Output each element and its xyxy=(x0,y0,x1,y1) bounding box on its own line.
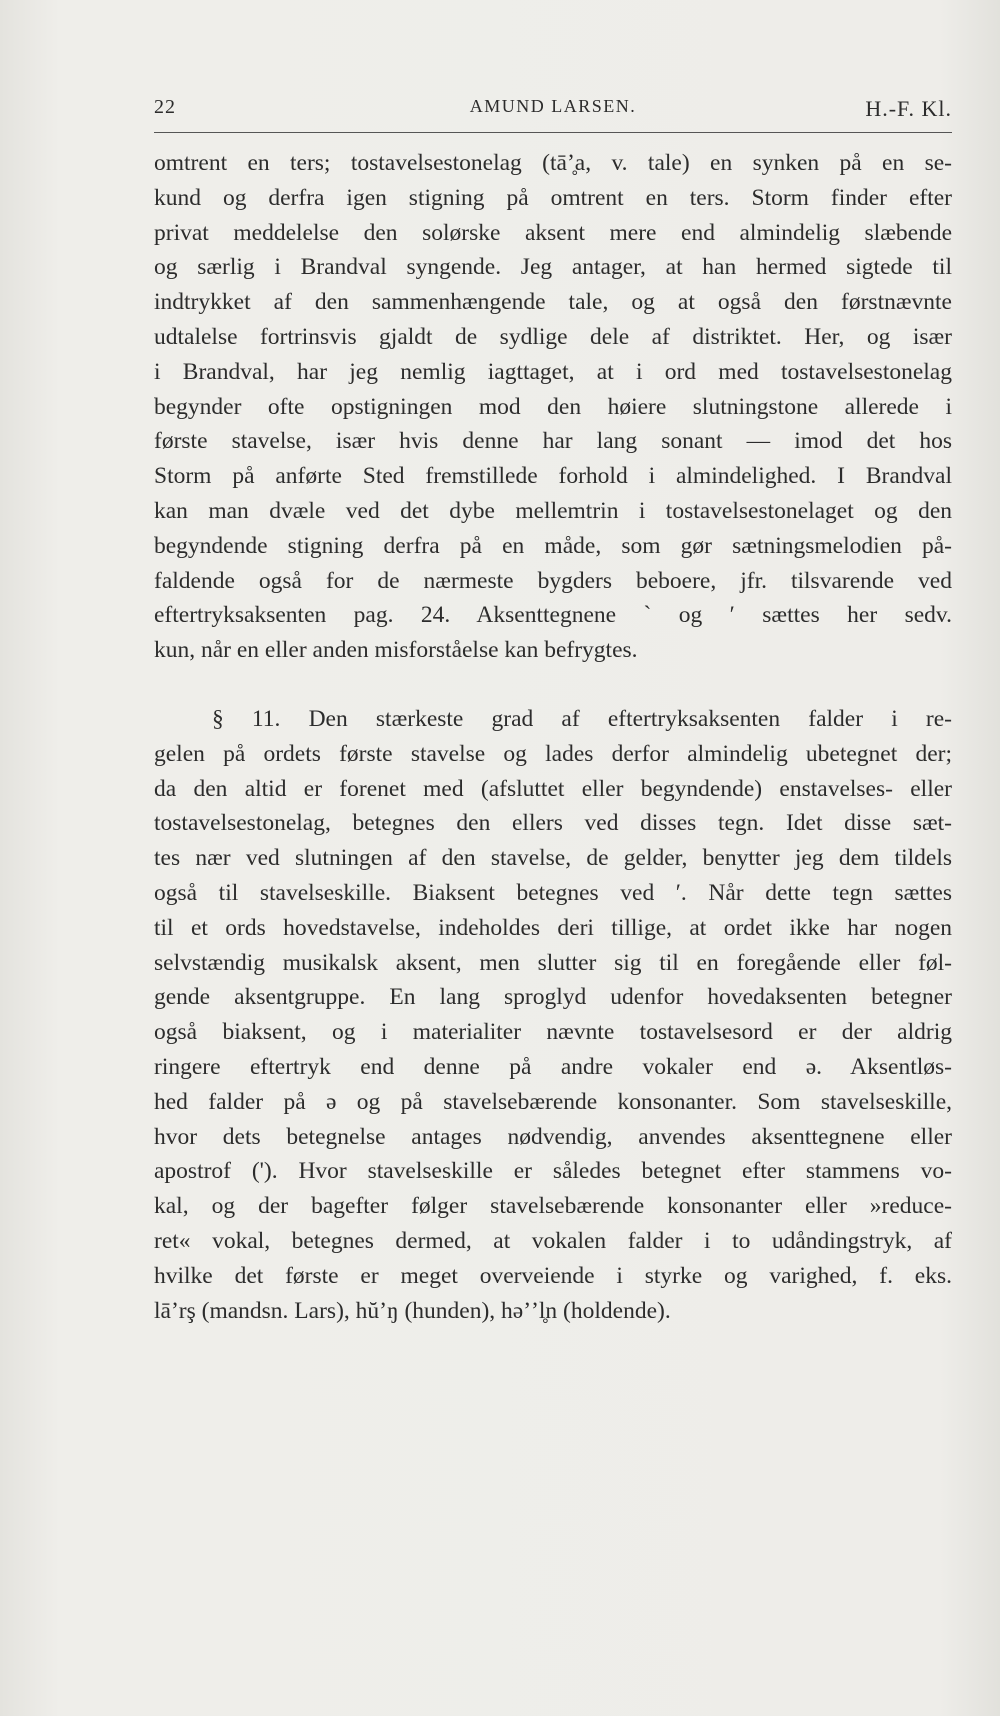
text-line: og særlig i Brandval syngende. Jeg antager, at han hermed sigtede til xyxy=(154,254,952,281)
text-line: tostavelsestonelag, betegnes den ellers ved disses tegn. Idet disse sæt- xyxy=(154,810,952,837)
text-line: ret« vokal, betegnes dermed, at vokalen falder i to udåndingstryk, af xyxy=(154,1227,952,1254)
paragraph-1 xyxy=(154,146,952,668)
running-title: AMUND LARSEN. xyxy=(469,96,637,116)
text-line: begynder ofte opstigningen mod den høiere slutningstone allerede i xyxy=(154,393,952,420)
page-header xyxy=(154,96,952,126)
text-line: eftertryksaksenten pag. 24. Aksenttegnene ` og ′ sættes her sedv. xyxy=(154,602,952,629)
text-line: faldende også for de nærmeste bygders beboere, jfr. tilsvarende ved xyxy=(154,567,952,594)
text-line: privat meddelelse den solørske aksent mere end almindelig slæbende xyxy=(154,219,952,246)
header-rule xyxy=(154,132,952,133)
text-line: da den altid er forenet med (afsluttet eller begyndende) enstavelses- eller xyxy=(154,775,952,802)
text-line: lāʼrş (mandsn. Lars), hŭʼŋ (hunden), həʼʼl̥n (holdende). xyxy=(154,1297,671,1324)
text-line: gelen på ordets første stavelse og lades derfor almindelig ubetegnet der; xyxy=(154,740,952,767)
text-line: første stavelse, især hvis denne har lang sonant — imod det hos xyxy=(154,428,952,455)
text-line: kund og derfra igen stigning på omtrent en ters. Storm finder efter xyxy=(154,184,952,211)
text-line: indtrykket af den sammenhængende tale, og at også den førstnævnte xyxy=(154,289,952,316)
text-line: i Brandval, har jeg nemlig iagttaget, at i ord med tostavelsestonelag xyxy=(154,358,952,385)
section-mark: H.-F. Kl. xyxy=(865,96,952,121)
text-line: til et ords hovedstavelse, indeholdes deri tillige, at ordet ikke har nogen xyxy=(154,914,952,941)
section-heading-line: § 11. Den stærkeste grad af eftertryksaksenten falder i re- xyxy=(212,705,952,732)
text-line: også til stavelseskille. Biaksent betegnes ved ′. Når dette tegn sættes xyxy=(154,879,952,906)
text-line: kun, når en eller anden misforståelse kan befrygtes. xyxy=(154,637,638,664)
text-line: apostrof ('). Hvor stavelseskille er således betegnet efter stammens vo- xyxy=(154,1158,952,1185)
text-line: udtalelse fortrinsvis gjaldt de sydlige dele af distriktet. Her, og især xyxy=(154,323,952,350)
text-line: Storm på anførte Sted fremstillede forhold i almindelighed. I Brandval xyxy=(154,463,952,490)
text-line: også biaksent, og i materialiter nævnte tostavelsesord er der aldrig xyxy=(154,1019,952,1046)
text-line: kal, og der bagefter følger stavelsebærende konsonanter eller »reduce- xyxy=(154,1193,952,1220)
paragraph-2 xyxy=(154,702,952,1328)
text-line: omtrent en ters; tostavelsestonelag (tāʼ̥a, v. tale) en synken på en se- xyxy=(154,150,952,176)
text-line: selvstændig musikalsk aksent, men slutter sig til en foregående eller føl- xyxy=(154,949,952,976)
page-number: 22 xyxy=(154,96,176,118)
text-line: hvilke det første er meget overveiende i styrke og varighed, f. eks. xyxy=(154,1262,952,1289)
text-line: gende aksentgruppe. En lang sproglyd udenfor hovedaksenten betegner xyxy=(154,984,952,1011)
text-line: tes nær ved slutningen af den stavelse, de gelder, benytter jeg dem tildels xyxy=(154,845,952,872)
text-line: kan man dvæle ved det dybe mellemtrin i tostavelsestonelaget og den xyxy=(154,497,952,524)
text-line: hvor dets betegnelse antages nødvendig, anvendes aksenttegnene eller xyxy=(154,1123,952,1150)
text-line: hed falder på ə og på stavelsebærende konsonanter. Som stavelseskille, xyxy=(154,1088,952,1115)
text-line: ringere eftertryk end denne på andre vokaler end ə. Aksentløs- xyxy=(154,1053,952,1080)
text-line: begyndende stigning derfra på en måde, som gør sætningsmelodien på- xyxy=(154,532,952,559)
paragraph-gap xyxy=(154,668,952,702)
body-text xyxy=(154,146,952,1328)
